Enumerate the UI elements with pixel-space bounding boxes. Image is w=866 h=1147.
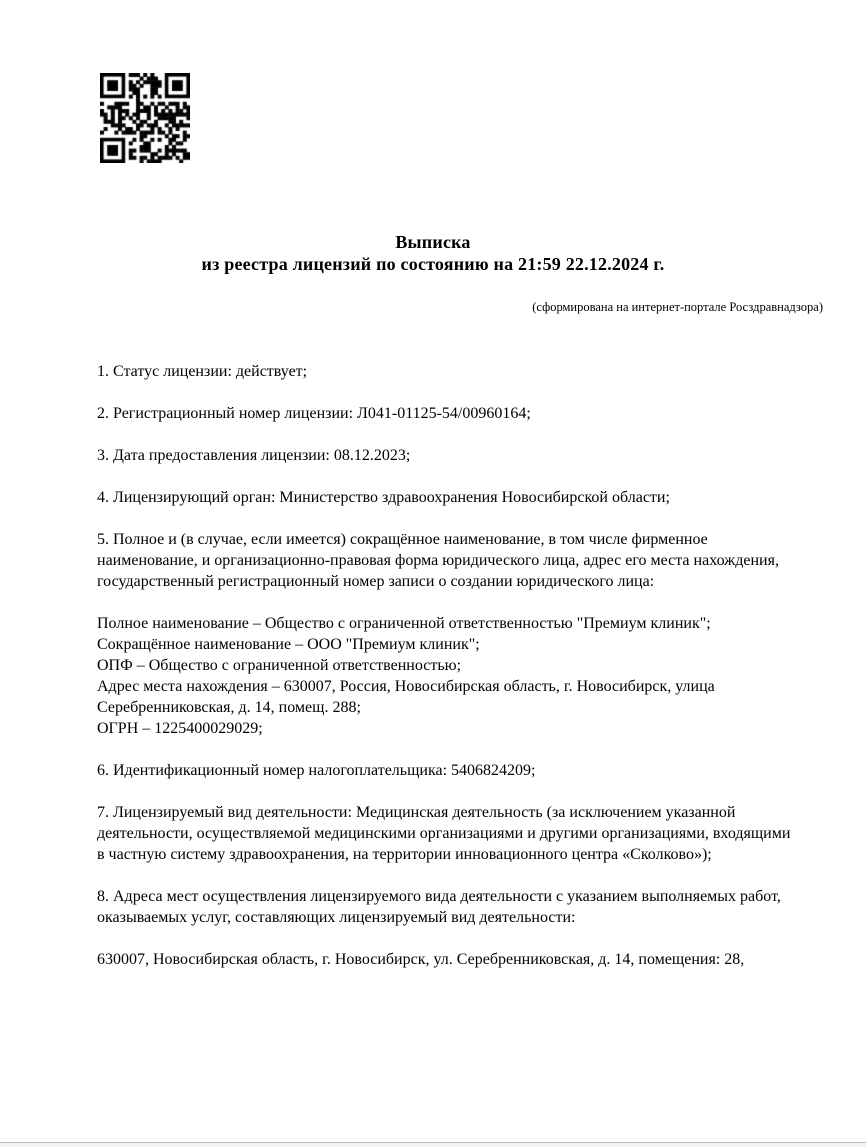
org-legal-form: ОПФ – Общество с ограниченной ответственностью; <box>97 657 462 674</box>
formation-note: (сформирована на интернет-портале Росздравнадзора) <box>532 300 823 314</box>
page-bottom-edge <box>0 1142 866 1147</box>
paragraph-registration-number: 2. Регистрационный номер лицензии: Л041-01125-54/00960164; <box>97 405 531 422</box>
paragraph-org-details <box>97 613 797 739</box>
org-address: Адрес места нахождения – 630007, Россия, Новосибирская область, г. Новосибирск, улица Серебренниковская, д. 14, помещ. 288; <box>97 678 715 716</box>
paragraph-license-status: 1. Статус лицензии: действует; <box>97 363 308 380</box>
document-body <box>97 361 797 991</box>
paragraph-grant-date: 3. Дата предоставления лицензии: 08.12.2023; <box>97 447 411 464</box>
page-title <box>0 231 866 275</box>
page-title-line2: из реестра лицензий по состоянию на 21:59 22.12.2024 г. <box>201 254 665 274</box>
qr-code-icon <box>100 73 190 163</box>
paragraph-addresses-heading: 8. Адреса мест осуществления лицензируемого вида деятельности с указанием выполняемых работ, оказываемых услуг, составляющих лицензируемый вид деятельности: <box>97 888 781 926</box>
org-short-name: Сокращённое наименование – ООО "Премиум клиник"; <box>97 636 480 653</box>
org-full-name: Полное наименование – Общество с ограниченной ответственностью "Премиум клиник"; <box>97 615 711 632</box>
paragraph-activity-address: 630007, Новосибирская область, г. Новосибирск, ул. Серебренниковская, д. 14, помещения: 28, <box>97 951 745 968</box>
paragraph-licensing-authority: 4. Лицензирующий орган: Министерство здравоохранения Новосибирской области; <box>97 489 670 506</box>
org-ogrn: ОГРН – 1225400029029; <box>97 720 263 737</box>
paragraph-activity-type: 7. Лицензируемый вид деятельности: Медицинская деятельность (за исключением указанной деятельности, осуществляемой медицинскими организациями и другими организациями, входящими в частную систему здравоохранения, на территории инновационного центра «Сколково»); <box>97 804 791 863</box>
page-title-line1: Выписка <box>395 232 471 252</box>
paragraph-inn: 6. Идентификационный номер налогоплательщика: 5406824209; <box>97 762 536 779</box>
paragraph-org-heading: 5. Полное и (в случае, если имеется) сокращённое наименование, в том числе фирменное наименование, и организационно-правовая форма юридического лица, адрес его места нахождения, государственный регистрационный номер записи о создании юридического лица: <box>97 531 779 590</box>
